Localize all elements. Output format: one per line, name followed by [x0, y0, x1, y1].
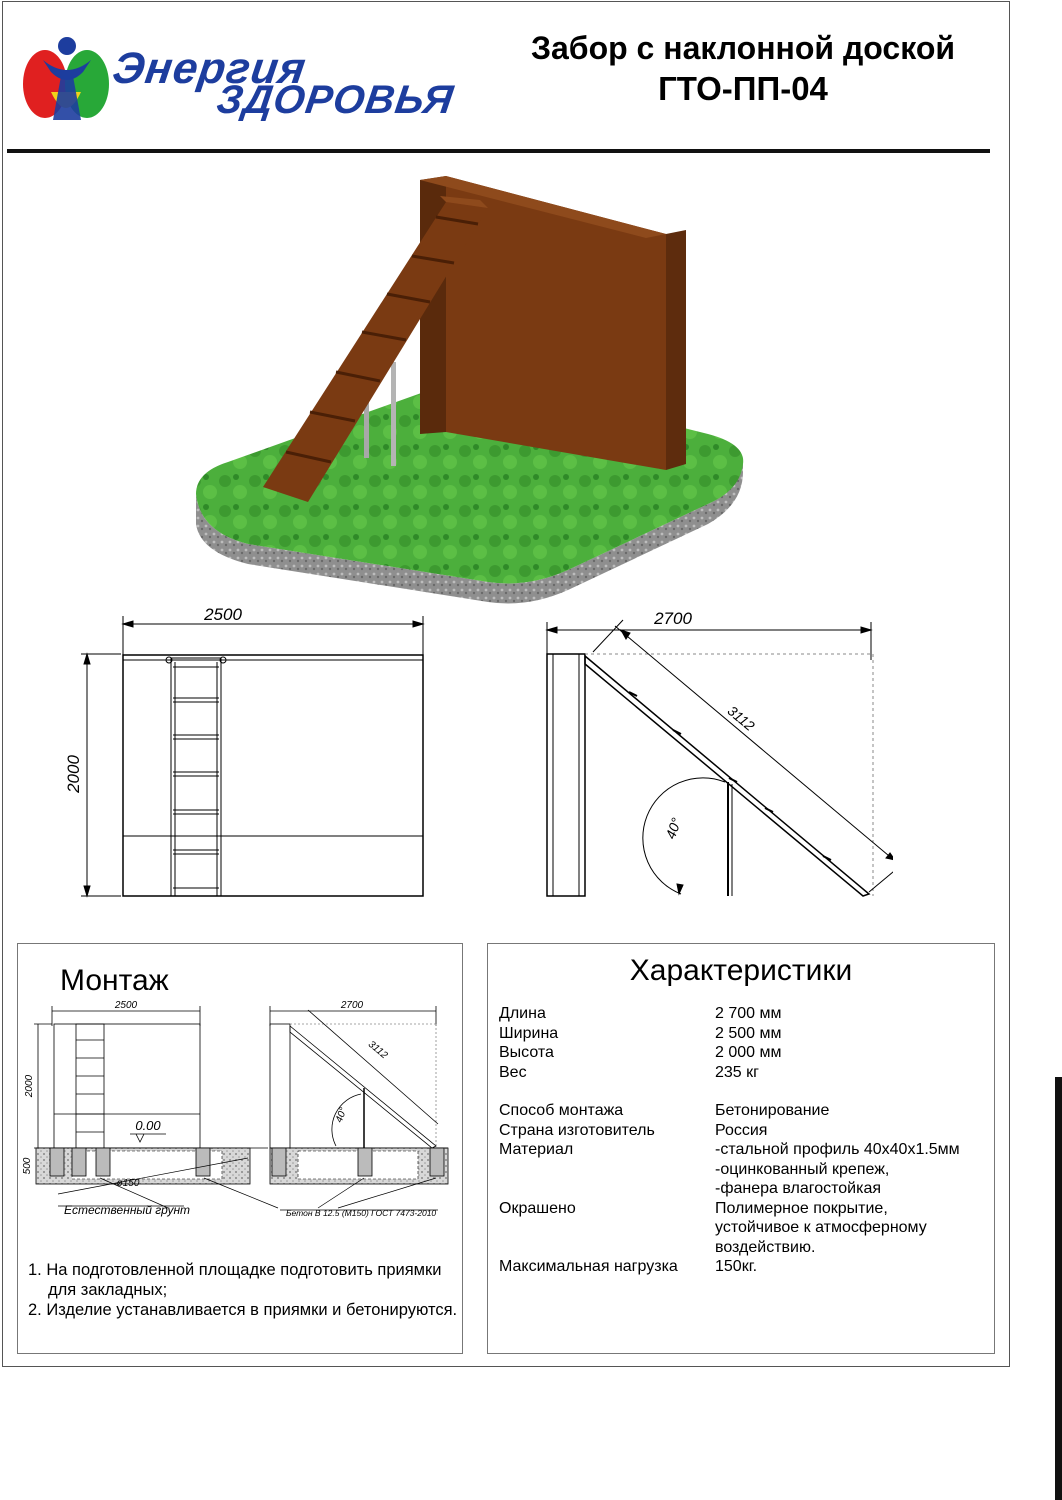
header-divider [7, 149, 990, 153]
spec-row: Высота 2 000 мм [499, 1044, 782, 1061]
spec-row: Окрашено Полимерное покрытие, [499, 1199, 888, 1217]
specs-panel [487, 943, 995, 1354]
spec-row: Вес 235 кг [499, 1063, 759, 1081]
montage-dim-angle: 40° [333, 1106, 350, 1125]
depth-label: 500 [22, 1157, 33, 1175]
product-3d-render [188, 172, 748, 612]
logo-line2: ЗДОРОВЬЯ [213, 78, 457, 122]
drawing-sheet [2, 1, 1010, 1367]
spec-row: устойчивое к атмосферному [715, 1219, 927, 1236]
pit-diameter-label: ø150 [116, 1178, 140, 1189]
spec-row: Материал -стальной профиль 40х40х1.5мм [499, 1141, 960, 1158]
montage-note: 1. На подготовленной площадке подготовить приямки для закладных; [28, 1261, 442, 1299]
side-view-drawing [533, 602, 893, 902]
spec-row: Способ монтажа Бетонирование [499, 1102, 830, 1119]
concrete-spec-label: Бетон В 12.5 (М150) ГОСТ 7473-2010 [286, 1208, 437, 1218]
product-code: ГТО-ПП-04 [658, 70, 828, 107]
ground-label: Естественный грунт [64, 1203, 191, 1217]
logo-emblem-icon [21, 32, 111, 128]
montage-dim-height: 2000 [24, 1074, 35, 1098]
specs-table [499, 1004, 960, 1277]
montage-note: 2. Изделие устанавливается в приямки и бетонируются. [28, 1301, 458, 1319]
level-label: 0.00 [135, 1118, 161, 1133]
logo-line1: Энергия [109, 44, 310, 93]
dim-width-label: 2500 [204, 605, 242, 624]
dim-height-label: 2000 [64, 755, 83, 793]
spec-row: Длина 2 700 мм [499, 1005, 782, 1022]
dim-angle-label: 40° [662, 815, 685, 841]
montage-dim-length: 2700 [340, 1000, 364, 1011]
wall-edge [666, 230, 686, 470]
dim-board-label: 3112 [724, 702, 758, 734]
spec-row: Максимальная нагрузка 150кг. [499, 1258, 758, 1275]
montage-panel [17, 943, 463, 1354]
montage-title: Монтаж [60, 964, 169, 997]
company-logo [21, 32, 457, 128]
front-view-drawing [53, 602, 433, 902]
spec-row: Ширина 2 500 мм [499, 1024, 782, 1042]
specs-title: Характеристики [629, 954, 853, 987]
spec-row: -оцинкованный крепеж, [715, 1160, 890, 1178]
support-post [391, 362, 396, 466]
dim-length-label: 2700 [654, 609, 692, 628]
montage-drawing [18, 996, 462, 1226]
spec-row: -фанера влагостойкая [715, 1180, 882, 1197]
spec-row: Страна изготовитель Россия [499, 1121, 768, 1139]
montage-dim-board: 3112 [365, 1038, 390, 1062]
page-title: Забор с наклонной доской [530, 30, 956, 66]
edge-bar [1055, 1077, 1062, 1500]
montage-dim-width: 2500 [114, 1000, 138, 1011]
spec-row: воздействию. [715, 1238, 816, 1256]
montage-notes [28, 1260, 462, 1320]
